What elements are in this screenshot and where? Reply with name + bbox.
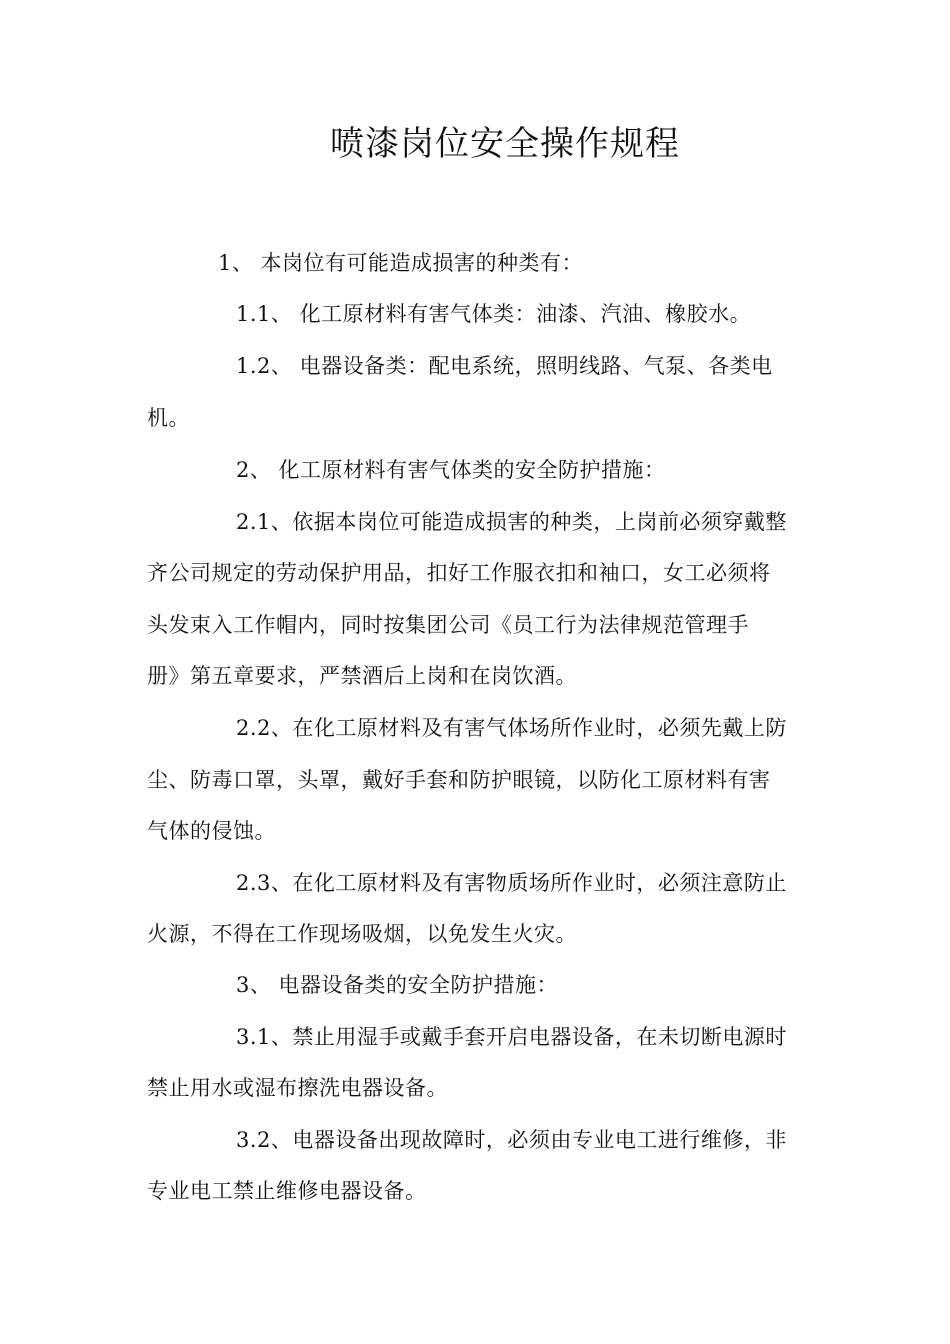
item-2-3-line-2: 火源，不得在工作现场吸烟，以免发生火灾。	[147, 922, 577, 946]
item-2-1-line-3: 头发束入工作帽内，同时按集团公司《员工行为法律规范管理手	[147, 613, 749, 637]
section-1-heading: 1、 本岗位有可能造成损害的种类有：	[218, 251, 584, 275]
item-3-1-line-2: 禁止用水或湿布擦洗电器设备。	[147, 1076, 448, 1100]
item-2-1-line-4: 册》第五章要求，严禁酒后上岗和在岗饮酒。	[147, 664, 577, 688]
item-1-1: 1.1、 化工原材料有害气体类：油漆、汽油、橡胶水。	[236, 302, 752, 326]
item-3-2-line-2: 专业电工禁止维修电器设备。	[147, 1179, 427, 1203]
document-title: 喷漆岗位安全操作规程	[330, 124, 680, 164]
item-2-2-line-2: 尘、防毒口罩，头罩，戴好手套和防护眼镜，以防化工原材料有害	[147, 768, 771, 792]
section-2-heading: 2、 化工原材料有害气体类的安全防护措施：	[236, 458, 666, 482]
item-1-2-continued: 机。	[147, 406, 190, 430]
item-1-2: 1.2、 电器设备类：配电系统，照明线路、气泵、各类电	[236, 354, 773, 378]
section-3-heading: 3、 电器设备类的安全防护措施：	[236, 973, 559, 997]
item-2-1: 2.1、依据本岗位可能造成损害的种类，上岗前必须穿戴整	[236, 510, 787, 534]
item-3-2: 3.2、电器设备出现故障时，必须由专业电工进行维修，非	[236, 1128, 787, 1152]
item-2-2-line-3: 气体的侵蚀。	[147, 819, 276, 843]
item-2-2: 2.2、在化工原材料及有害气体场所作业时，必须先戴上防	[236, 716, 787, 740]
item-3-1: 3.1、禁止用湿手或戴手套开启电器设备，在未切断电源时	[236, 1025, 787, 1049]
item-2-3: 2.3、在化工原材料及有害物质场所作业时，必须注意防止	[236, 871, 787, 895]
item-2-1-line-2: 齐公司规定的劳动保护用品，扣好工作服衣扣和袖口，女工必须将	[147, 561, 771, 585]
